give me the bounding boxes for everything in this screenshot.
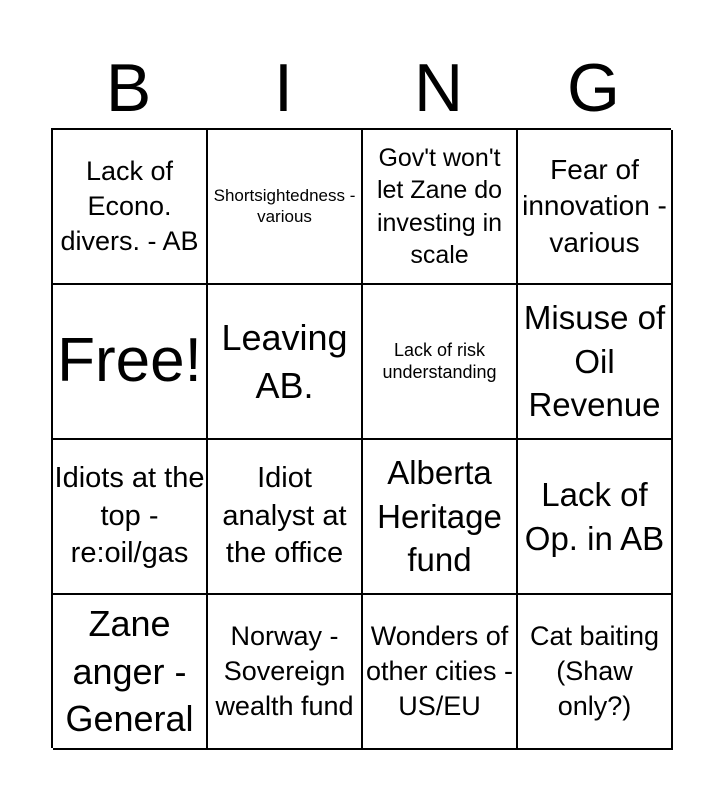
header-letter-n: N [413,50,464,126]
bingo-cell[interactable] [208,595,363,750]
bingo-cell[interactable] [53,440,208,595]
cell-text: Cat baiting (Shaw only?) [529,620,660,722]
bingo-cell[interactable] [363,130,518,285]
cell-text: Lack of Econo. divers. - AB [60,155,199,257]
cell-text: Idiot analyst at the office [222,461,347,570]
cell-text: Gov't won't let Zane do investing in scale [376,143,503,269]
bingo-cell[interactable] [518,130,673,285]
bingo-cell[interactable] [363,440,518,595]
bingo-cell[interactable] [208,130,363,285]
bingo-board [51,128,671,748]
bingo-cell[interactable] [518,595,673,750]
bingo-cell[interactable] [518,440,673,595]
cell-text: Norway - Sovereign wealth fund [215,620,354,722]
cell-text: Misuse of Oil Revenue [523,299,666,424]
bingo-cell[interactable] [363,595,518,750]
cell-text: Fear of innovation - various [522,153,667,258]
cell-text: Idiots at the top - re:oil/gas [54,461,205,570]
cell-text: Leaving AB. [221,316,348,406]
bingo-cell[interactable] [53,130,208,285]
free-space-text: Free! [57,326,202,396]
cell-text: Alberta Heritage fund [377,454,502,579]
bingo-cell[interactable] [208,440,363,595]
bingo-cell[interactable] [363,285,518,440]
header-letter-i: I [274,50,293,126]
bingo-header [51,48,671,128]
cell-text: Lack of Op. in AB [524,475,665,557]
cell-text: Zane anger - General [65,602,194,740]
header-letter-b: B [105,50,152,126]
bingo-cell-free[interactable] [53,285,208,440]
bingo-cell[interactable] [208,285,363,440]
bingo-cell[interactable] [53,595,208,750]
cell-text: Lack of risk understanding [382,339,497,382]
header-letter-g: G [567,50,620,126]
cell-text: Shortsightedness - various [213,186,356,226]
cell-text: Wonders of other cities - US/EU [365,620,514,722]
bingo-cell[interactable] [518,285,673,440]
